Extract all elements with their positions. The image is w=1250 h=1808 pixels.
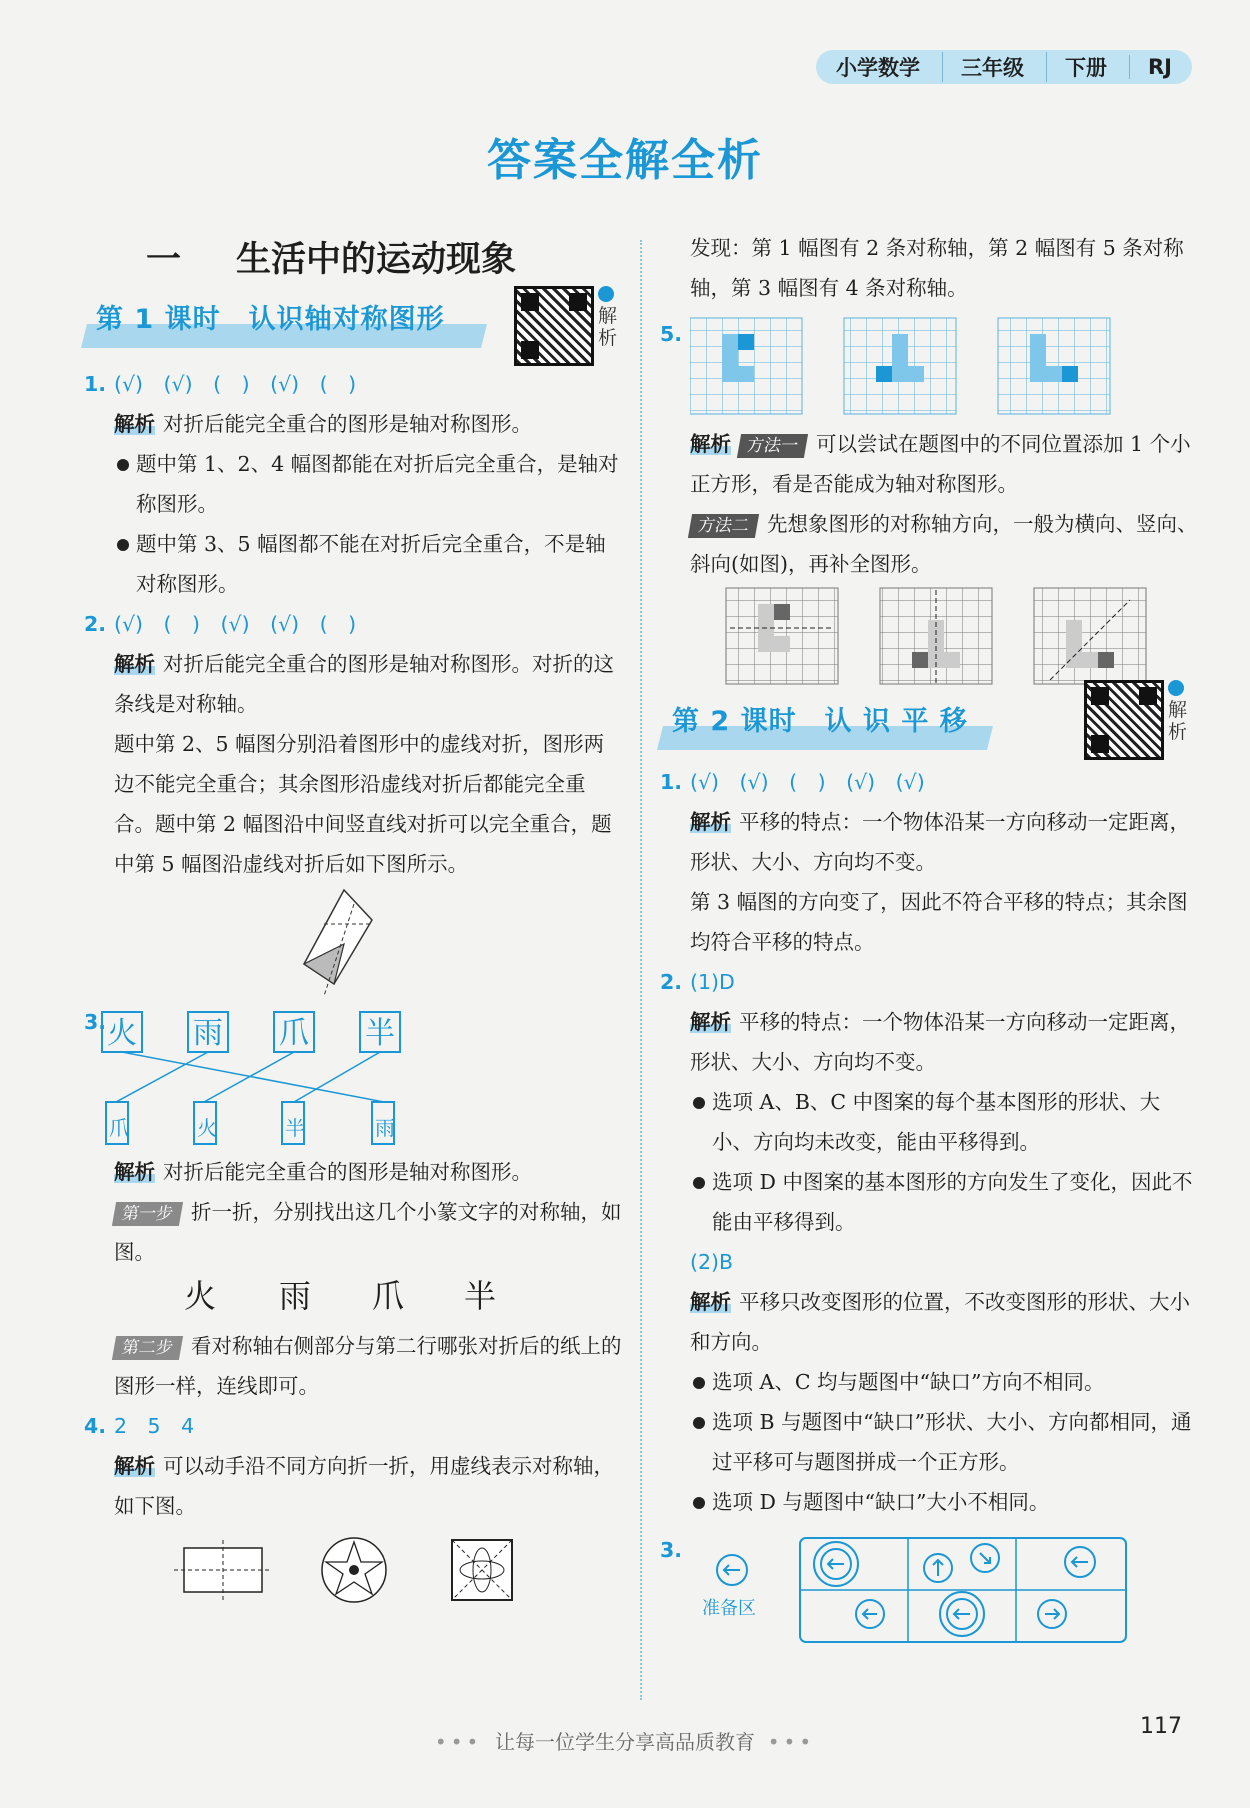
seal-mid-3: 爪 <box>372 1277 405 1315</box>
edition: RJ <box>1129 55 1172 79</box>
right-column <box>660 228 1200 1650</box>
analysis-label: 解析 <box>690 810 731 834</box>
qr-label: 解析 <box>1168 680 1192 743</box>
lesson2-title: 第 2 课时 认 识 平 移 <box>672 706 968 737</box>
q5-number: 5. <box>660 322 683 346</box>
analysis-label: 解析 <box>114 652 155 676</box>
prep-area-label: 准备区 <box>702 1598 756 1619</box>
l2-q1-number: 1. <box>660 770 683 794</box>
volume: 下册 <box>1046 52 1107 82</box>
q1-number: 1. <box>84 372 107 396</box>
q2 <box>84 604 624 1002</box>
axis-direction-figures <box>690 584 1150 690</box>
l2-q1-answer: (√) (√) ( ) (√) (√) <box>690 770 925 794</box>
seal-mid-2: 雨 <box>279 1277 312 1315</box>
footer-slogan: ••• 让每一位学生分享高品质教育 ••• <box>434 1730 816 1754</box>
play-icon <box>1168 680 1184 696</box>
seal-top-3: 爪 <box>279 1016 309 1051</box>
q1-analysis: 对折后能完全重合的图形是轴对称图形。 <box>163 412 532 436</box>
qr-code-icon[interactable] <box>514 286 594 366</box>
q3-step2: 看对称轴右侧部分与第二行哪张对折后的纸上的图形一样，连线即可。 <box>114 1334 622 1398</box>
q4-continued: 发现：第 1 幅图有 2 条对称轴，第 2 幅图有 5 条对称轴，第 3 幅图有 4 条对称轴。 <box>690 236 1184 300</box>
seal-bottom-1: 爪 <box>109 1116 129 1140</box>
l2-q2-bullet-1: 选项 A、B、C 中图案的每个基本图形的形状、大小、方向均未改变，能由平移得到。 <box>690 1082 1200 1162</box>
q5-method1: 可以尝试在题图中的不同位置添加 1 个小正方形，看是否能成为轴对称图形。 <box>690 432 1191 496</box>
lesson1-qr[interactable] <box>514 286 618 366</box>
folded-paper-figure <box>114 884 634 1002</box>
q1 <box>84 364 624 604</box>
q5-method2: 先想象图形的对称轴方向，一般为横向、竖向、斜向(如图)，再补全图形。 <box>690 512 1198 576</box>
seal-axis-row <box>114 1272 624 1326</box>
q1-bullet-2: 题中第 3、5 幅图都不能在对折后完全重合，不是轴对称图形。 <box>114 524 624 604</box>
left-column <box>84 230 624 1616</box>
analysis-label: 解析 <box>690 1010 731 1034</box>
q4-number: 4. <box>84 1414 107 1438</box>
page-number: 117 <box>1140 1714 1182 1739</box>
q1-bullet-1: 题中第 1、2、4 幅图都能在对折后完全重合，是轴对称图形。 <box>114 444 624 524</box>
l2-q2-analysis2: 平移只改变图形的位置，不改变图形的形状、大小和方向。 <box>690 1290 1190 1354</box>
q2-explanation: 题中第 2、5 幅图分别沿着图形中的虚线对折，图形两边不能完全重合；其余图形沿虚线对折后都能完全重合。题中第 2 幅图沿中间竖直线对折可以完全重合，题中第 5 幅图沿虚线对折后如下图所示。 <box>114 732 612 876</box>
l2-q1-analysis: 平移的特点：一个物体沿某一方向移动一定距离，形状、大小、方向均不变。 <box>690 810 1190 874</box>
q4-analysis: 可以动手沿不同方向折一折，用虚线表示对称轴，如下图。 <box>114 1454 614 1518</box>
analysis-label: 解析 <box>114 412 155 436</box>
method2-label: 方法二 <box>688 514 759 538</box>
arrow-translation-figure <box>690 1532 1130 1644</box>
l2-q2 <box>660 962 1200 1522</box>
lesson1-heading <box>84 290 624 360</box>
l2-q1 <box>660 762 1200 962</box>
l2-q1-explanation: 第 3 幅图的方向变了，因此不符合平移的特点；其余图均符合平移的特点。 <box>690 890 1188 954</box>
analysis-label: 解析 <box>690 432 731 456</box>
l2-q3-number: 3. <box>660 1538 683 1562</box>
book-tag <box>816 50 1192 84</box>
l2-q2-bullet-4: 选项 B 与题图中“缺口”形状、大小、方向都相同，通过平移可与题图拼成一个正方形。 <box>690 1402 1200 1482</box>
seal-bottom-4: 雨 <box>375 1116 395 1140</box>
analysis-label: 解析 <box>114 1160 155 1184</box>
q1-answer: (√) (√) ( ) (√) ( ) <box>114 372 357 396</box>
q5 <box>660 314 1200 690</box>
seal-mid-4: 半 <box>464 1277 497 1315</box>
seal-top-1: 火 <box>107 1016 137 1051</box>
page-title: 答案全解全析 <box>487 135 763 186</box>
unit-name: 生活中的运动现象 <box>236 240 517 280</box>
q4-answer: 2 5 4 <box>114 1414 195 1438</box>
step2-label: 第二步 <box>112 1336 183 1360</box>
seal-bottom-2: 火 <box>197 1116 217 1140</box>
l2-q2-number: 2. <box>660 970 683 994</box>
q2-answer: (√) ( ) (√) (√) ( ) <box>114 612 357 636</box>
q3 <box>84 1002 624 1406</box>
l2-q2-answer1: (1)D <box>690 970 735 994</box>
q2-number: 2. <box>84 612 107 636</box>
seal-top-4: 半 <box>365 1016 395 1051</box>
qr-code-icon[interactable] <box>1084 680 1164 760</box>
seal-mid-1: 火 <box>184 1277 217 1315</box>
lesson2-heading <box>660 692 1200 762</box>
qr-label: 解析 <box>598 286 622 349</box>
q4 <box>84 1406 624 1616</box>
l2-q3 <box>660 1530 1200 1650</box>
lesson1-title: 第 1 课时 认识轴对称图形 <box>96 304 445 335</box>
l2-q2-answer2: (2)B <box>690 1250 734 1274</box>
l2-q2-bullet-2: 选项 D 中图案的基本图形的方向发生了变化，因此不能由平移得到。 <box>690 1162 1200 1242</box>
seal-bottom-3: 半 <box>285 1116 305 1140</box>
play-icon <box>598 286 614 302</box>
column-divider <box>640 240 642 1700</box>
analysis-label: 解析 <box>114 1454 155 1478</box>
grade: 三年级 <box>942 52 1024 82</box>
symmetry-axis-figures <box>114 1526 574 1616</box>
analysis-label: 解析 <box>690 1290 731 1314</box>
grid-answer-figures <box>690 314 1150 418</box>
lesson2-qr[interactable] <box>1084 680 1188 760</box>
unit-number: 一 <box>146 240 182 280</box>
l2-q2-bullet-3: 选项 A、C 均与题图中“缺口”方向不相同。 <box>690 1362 1200 1402</box>
seal-top-2: 雨 <box>193 1016 223 1051</box>
unit-title <box>84 230 624 290</box>
l2-q2-bullet-5: 选项 D 与题图中“缺口”大小不相同。 <box>690 1482 1200 1522</box>
method1-label: 方法一 <box>737 434 808 458</box>
q3-step1: 折一折，分别找出这几个小篆文字的对称轴，如图。 <box>114 1200 622 1264</box>
subject: 小学数学 <box>836 56 921 80</box>
l2-q2-analysis: 平移的特点：一个物体沿某一方向移动一定距离，形状、大小、方向均不变。 <box>690 1010 1190 1074</box>
q2-analysis: 对折后能完全重合的图形是轴对称图形。对折的这条线是对称轴。 <box>114 652 614 716</box>
footer-text: 让每一位学生分享高品质教育 <box>495 1730 755 1754</box>
q3-analysis: 对折后能完全重合的图形是轴对称图形。 <box>163 1160 532 1184</box>
q3-number: 3. <box>84 1010 107 1034</box>
step1-label: 第一步 <box>112 1202 183 1226</box>
